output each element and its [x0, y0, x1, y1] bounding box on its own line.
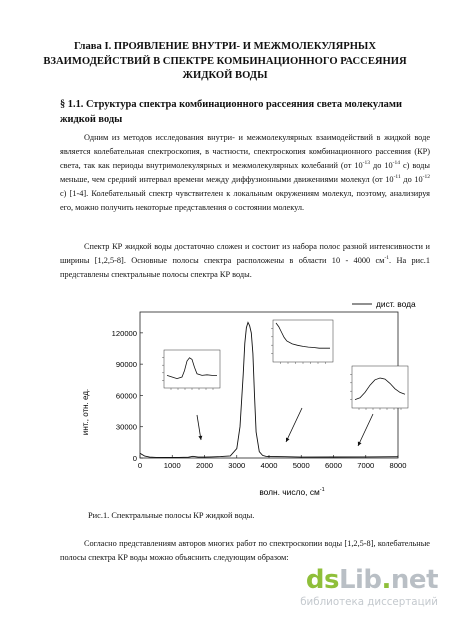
exponent: -1: [384, 255, 390, 262]
dslib-logo: [263, 565, 438, 595]
paragraph-2-text-b: . На рис.1 представлены спектральные полосы спектра КР воды.: [60, 256, 430, 280]
x-axis-label-text: волн. число, см: [259, 487, 320, 497]
x-tick-label: 4000: [260, 461, 278, 470]
paragraph-2: [60, 240, 430, 282]
section-title: § 1.1. Структура спектра комбинационного рассеяния света молекулами жидкой воды: [60, 99, 402, 125]
paragraph-1-text-e: с) [1-4]. Колебательный спектр чувствителен к локальным окружениям молекул, поэтому, анализируя его, можно получить некоторые представления о состоянии молекул.: [60, 189, 430, 213]
y-tick-label: 90000: [115, 360, 137, 370]
paragraph-1-text-b: до 10: [369, 161, 393, 171]
logo-dot: .: [381, 565, 391, 595]
insets: [162, 320, 408, 410]
x-tick-label: 7000: [357, 461, 375, 470]
x-tick-label: 5000: [292, 461, 310, 470]
exponent: -13: [362, 160, 370, 167]
x-tick-label: 0: [137, 461, 143, 470]
logo-lib: Lib: [338, 565, 382, 595]
exponent: -14: [392, 160, 400, 167]
arrow-line: [286, 408, 302, 442]
inset-frame: [352, 366, 408, 408]
arrow-line: [358, 414, 373, 446]
arrows: [197, 408, 373, 446]
paragraph-3: [60, 537, 430, 565]
raman-spectrum-chart: [60, 290, 438, 505]
logo-ds: ds: [305, 565, 339, 595]
paragraph-1-text-d: до 10: [400, 175, 423, 185]
inset-frame: [273, 320, 333, 362]
dslib-subtitle: библиотека диссертаций: [300, 596, 438, 608]
paragraph-2-text-a: Спектр КР жидкой воды достаточно сложен и состоит из набора полос разной интенсивности и ширины [1,2,5-8]. Основные полосы спектра расположены в области 10 - 4000 см: [60, 242, 430, 266]
y-tick-label: 30000: [115, 422, 137, 432]
x-tick-label: 6000: [325, 461, 342, 470]
x-axis-label: [259, 487, 324, 497]
paragraph-1-text-a: Одним из методов исследования внутри- и межмолекулярных взаимодействий в жидкой воде является колебательная спектроскопия, в частности, спектроскопия комбинационного рассеяния (КР) света, так как периоды внутримолекулярных и межмолекулярных колебаний (от 10: [60, 133, 430, 171]
exponent: -12: [422, 174, 430, 181]
dslib-watermark: [263, 565, 438, 615]
exponent: -11: [393, 174, 401, 181]
figure-caption: Рис.1. Спектральные полосы КР жидкой воды.: [88, 511, 255, 520]
x-axis-label-exponent: -1: [319, 487, 325, 493]
legend-label: дист. вода: [376, 299, 416, 309]
y-tick-label: 0: [132, 454, 137, 463]
paragraph-3-text: Согласно представлениям авторов многих работ по спектроскопии воды [1,2,5-8], колебательные полосы спектра КР воды можно объяснить следующим образом:: [60, 539, 430, 563]
x-tick-label: 1000: [163, 461, 181, 470]
paragraph-1: [60, 131, 430, 216]
x-tick-label: 2000: [196, 461, 213, 470]
logo-net: net: [390, 565, 438, 595]
y-tick-label: 60000: [115, 391, 137, 401]
paragraph-1-text-c: с) воды меньше, чем средний интервал времени между диффузионными движениями молекул (от 10: [60, 161, 430, 185]
inset-frame: [164, 350, 220, 388]
y-axis-label: инт., отн. ед.: [81, 388, 90, 436]
x-tick-label: 3000: [228, 461, 246, 470]
x-tick-label: 8000: [389, 461, 407, 470]
arrow-head: [198, 436, 202, 440]
y-tick-label: 120000: [111, 328, 137, 338]
chapter-title: Глава I. ПРОЯВЛЕНИЕ ВНУТРИ- И МЕЖМОЛЕКУЛЯРНЫХ ВЗАИМОДЕЙСТВИЙ В СПЕКТРЕ КОМБИНАЦИОННОГО РАССЕЯНИЯ ЖИДКОЙ ВОДЫ: [43, 41, 407, 81]
